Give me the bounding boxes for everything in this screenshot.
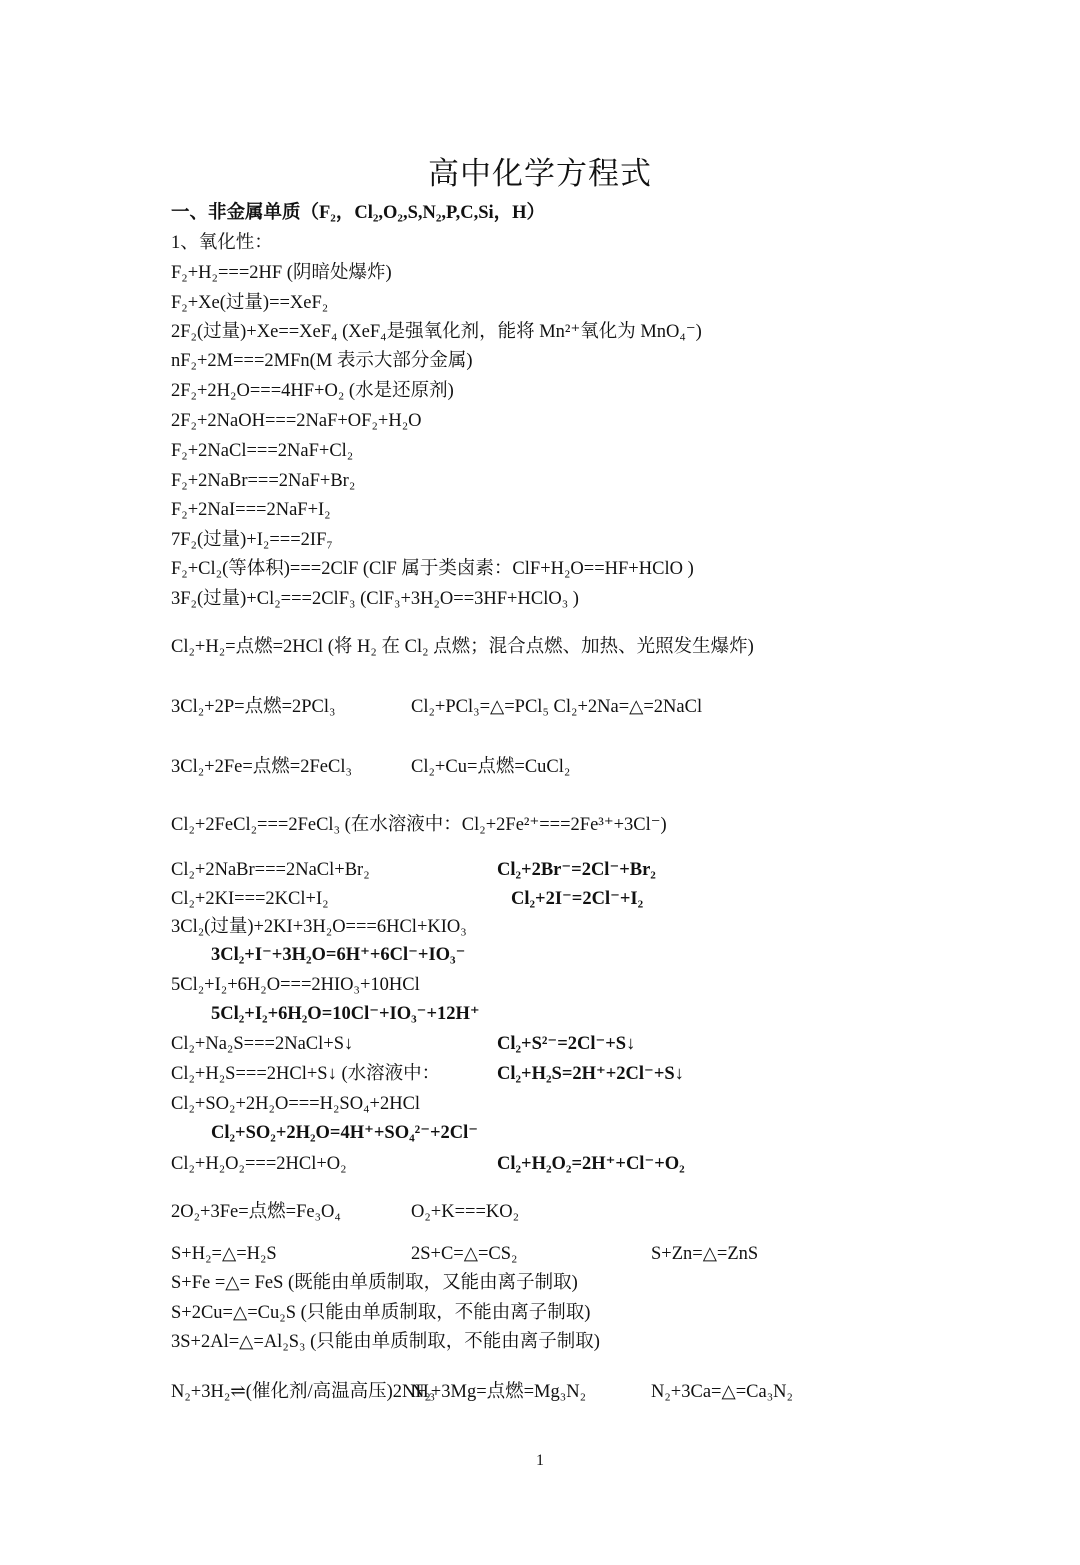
equation-line: Cl₂+H₂S===2HCl+S↓ (水溶液中： [171, 1064, 441, 1084]
equation-line: Cl₂+Cu=点燃=CuCl₂ [411, 757, 571, 777]
page-title: 高中化学方程式 [428, 156, 652, 192]
equation-line: 2F₂(过量)+Xe==XeF₄ (XeF₄是强氧化剂，能将 Mn²⁺氧化为 MnO₄⁻) [171, 322, 702, 342]
ionic-equation: Cl₂+H₂O₂=2H⁺+Cl⁻+O₂ [497, 1154, 685, 1174]
equation-line: 5Cl₂+I₂+6H₂O===2HIO₃+10HCl [171, 975, 420, 995]
equation-line: Cl₂+H₂O₂===2HCl+O₂ [171, 1154, 347, 1174]
equation-line: F₂+2NaI===2NaF+I₂ [171, 500, 331, 520]
equation-line: 7F₂(过量)+I₂===2IF₇ [171, 530, 333, 550]
ionic-equation: Cl₂+SO₂+2H₂O=4H⁺+SO₄²⁻+2Cl⁻ [211, 1123, 479, 1143]
equation-line: N₂+3Ca=△=Ca₃N₂ [651, 1382, 793, 1402]
equation-line: Cl₂+SO₂+2H₂O===H₂SO₄+2HCl [171, 1094, 421, 1114]
equation-line: 3Cl₂(过量)+2KI+3H₂O===6HCl+KIO₃ [171, 917, 467, 937]
ionic-equation: Cl₂+S²⁻=2Cl⁻+S↓ [497, 1034, 636, 1054]
equation-line: S+H₂=△=H₂S [171, 1244, 277, 1264]
equation-line: N₂+3Mg=点燃=Mg₃N₂ [411, 1382, 587, 1402]
equation-line: Cl₂+2NaBr===2NaCl+Br₂ [171, 860, 370, 880]
equation-line: 2S+C=△=CS₂ [411, 1244, 518, 1264]
equation-line: 3Cl₂+2P=点燃=2PCl₃ [171, 697, 336, 717]
equation-line: Cl₂+PCl₃=△=PCl₅ Cl₂+2Na=△=2NaCl [411, 697, 703, 717]
subheading: 1、氧化性： [171, 233, 273, 253]
equation-line: Cl₂+2FeCl₂===2FeCl₃ (在水溶液中：Cl₂+2Fe²⁺===2Fe³⁺+3Cl⁻) [171, 815, 667, 835]
equation-line: 3F₂(过量)+Cl₂===2ClF₃ (ClF₃+3H₂O==3HF+HClO₃ ) [171, 589, 579, 609]
equation-line: Cl₂+2KI===2KCl+I₂ [171, 889, 329, 909]
equation-line: 2F₂+2NaOH===2NaF+OF₂+H₂O [171, 411, 422, 431]
equation-line: O₂+K===KO₂ [411, 1202, 520, 1222]
equation-line: S+2Cu=△=Cu₂S (只能由单质制取，不能由离子制取) [171, 1303, 591, 1323]
equation-line: F₂+Xe(过量)==XeF₂ [171, 293, 329, 313]
ionic-equation: Cl₂+2Br⁻=2Cl⁻+Br₂ [497, 860, 656, 880]
equation-line: F₂+2NaBr===2NaF+Br₂ [171, 471, 356, 491]
equation-line: 2O₂+3Fe=点燃=Fe₃O₄ [171, 1202, 341, 1222]
ionic-equation: 5Cl₂+I₂+6H₂O=10Cl⁻+IO₃⁻+12H⁺ [211, 1004, 480, 1024]
equation-line: F₂+Cl₂(等体积)===2ClF (ClF 属于类卤素：ClF+H₂O==HF+HClO ) [171, 559, 694, 579]
ionic-equation: Cl₂+2I⁻=2Cl⁻+I₂ [511, 889, 644, 909]
equation-line: S+Fe =△= FeS (既能由单质制取，又能由离子制取) [171, 1273, 578, 1293]
equation-line: 2F₂+2H₂O===4HF+O₂ (水是还原剂) [171, 381, 454, 401]
equation-line: nF₂+2M===2MFn(M 表示大部分金属) [171, 351, 473, 371]
equation-line: F₂+H₂===2HF (阴暗处爆炸) [171, 263, 392, 283]
equation-line: 3Cl₂+2Fe=点燃=2FeCl₃ [171, 757, 352, 777]
equation-line: S+Zn=△=ZnS [651, 1244, 759, 1264]
page-number: 1 [536, 1452, 544, 1469]
equation-line: Cl₂+Na₂S===2NaCl+S↓ [171, 1034, 354, 1054]
equation-line: Cl₂+H₂=点燃=2HCl (将 H₂ 在 Cl₂ 点燃；混合点燃、加热、光照发生爆炸) [171, 637, 754, 657]
equation-line: N₂+3H₂⇌(催化剂/高温高压)2NH₃ [171, 1382, 436, 1402]
equation-line: 3S+2Al=△=Al₂S₃ (只能由单质制取，不能由离子制取) [171, 1332, 600, 1352]
ionic-equation: Cl₂+H₂S=2H⁺+2Cl⁻+S↓ [497, 1064, 684, 1084]
section-heading: 一、非金属单质（F₂，Cl₂,O₂,S,N₂,P,C,Si，H） [171, 203, 546, 223]
equation-line: F₂+2NaCl===2NaF+Cl₂ [171, 441, 354, 461]
ionic-equation: 3Cl₂+I⁻+3H₂O=6H⁺+6Cl⁻+IO₃⁻ [211, 945, 466, 965]
